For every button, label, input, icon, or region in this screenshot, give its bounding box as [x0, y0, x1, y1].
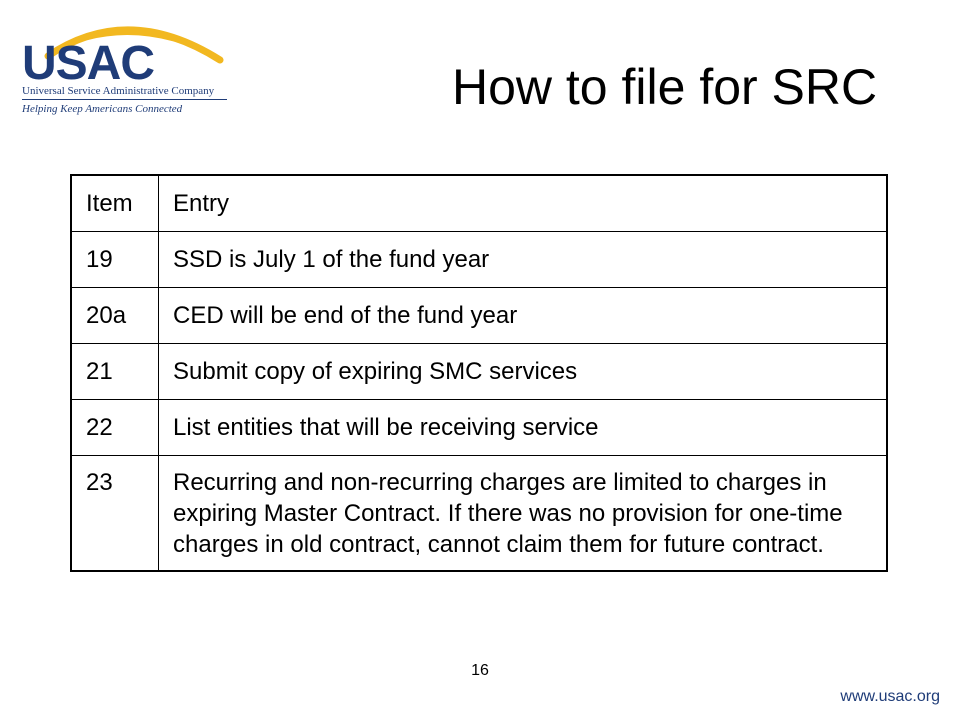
row-item: 19	[71, 232, 159, 288]
row-entry: SSD is July 1 of the fund year	[159, 232, 888, 288]
table-header-row	[71, 175, 887, 232]
logo-wordmark: USAC	[22, 37, 155, 90]
table-row	[71, 400, 887, 456]
table-row	[71, 456, 887, 572]
table-row	[71, 288, 887, 344]
row-item: 21	[71, 344, 159, 400]
row-item: 22	[71, 400, 159, 456]
usac-logo	[8, 8, 233, 118]
page-number: 16	[471, 662, 489, 679]
row-entry: Recurring and non-recurring charges are limited to charges in expiring Master Contract. If there was no provision for one-time charges in old contract, cannot claim them for future contract.	[159, 456, 888, 572]
row-item: 23	[71, 456, 159, 572]
row-entry: Submit copy of expiring SMC services	[159, 344, 888, 400]
website-link[interactable]: www.usac.org	[840, 688, 940, 705]
header-entry: Entry	[159, 175, 888, 232]
table-row	[71, 232, 887, 288]
row-entry: List entities that will be receiving service	[159, 400, 888, 456]
entries-table	[70, 174, 888, 572]
slide-title: How to file for SRC	[452, 59, 878, 115]
row-entry: CED will be end of the fund year	[159, 288, 888, 344]
row-item: 20a	[71, 288, 159, 344]
logo-tagline: Helping Keep Americans Connected	[22, 103, 183, 115]
header-item: Item	[71, 175, 159, 232]
logo-divider	[22, 99, 227, 100]
table-row	[71, 344, 887, 400]
logo-subtitle: Universal Service Administrative Company	[22, 85, 215, 97]
